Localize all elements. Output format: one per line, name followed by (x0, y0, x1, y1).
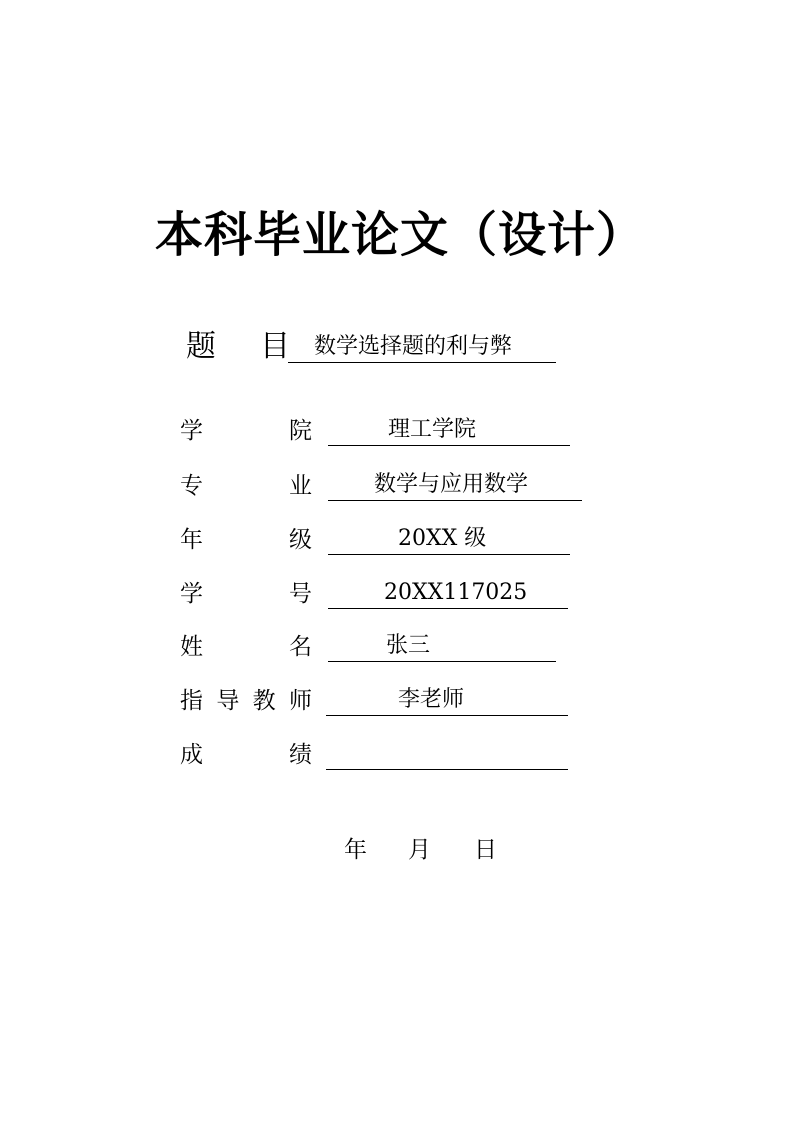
field-row-college (180, 414, 600, 448)
date-month: 月 (408, 837, 431, 863)
field-value-score (326, 738, 568, 770)
field-value-student-id: 20XX117025 (328, 577, 568, 609)
field-label-char: 绩 (289, 742, 312, 768)
field-label-char: 名 (289, 634, 312, 660)
field-value-advisor: 李老师 (326, 684, 568, 716)
field-label-char: 学 (180, 581, 203, 607)
field-label-char: 教 (252, 688, 276, 714)
field-row-student-id (180, 577, 600, 611)
field-row-major (180, 469, 600, 503)
topic-label-char: 目 (260, 329, 290, 364)
document-title: 本科毕业论文（设计） (154, 207, 645, 263)
field-label-char: 师 (288, 688, 312, 714)
field-label-char: 学 (180, 418, 203, 444)
field-label-char: 级 (289, 527, 312, 553)
field-label-major (180, 469, 312, 503)
date-day: 日 (474, 837, 497, 863)
field-label-char: 年 (180, 527, 203, 553)
field-label-char: 专 (180, 473, 203, 499)
field-row-score (180, 738, 600, 772)
field-label-char: 指 (180, 688, 203, 714)
field-label-char: 业 (289, 473, 312, 499)
field-value-grade: 20XX 级 (328, 523, 570, 555)
field-value-college: 理工学院 (328, 414, 570, 446)
field-label-college (180, 414, 312, 448)
field-label-score (180, 738, 312, 772)
topic-label-char: 题 (186, 329, 216, 364)
topic-row (186, 327, 586, 367)
field-label-char: 姓 (180, 634, 203, 660)
topic-value: 数学选择题的利与弊 (288, 331, 556, 363)
date-year: 年 (344, 837, 367, 863)
field-value-name: 张三 (328, 630, 556, 662)
field-label-char: 号 (289, 581, 312, 607)
field-label-name (180, 630, 312, 664)
field-label-student-id (180, 577, 312, 611)
date-row (344, 834, 504, 866)
field-label-advisor (180, 684, 312, 718)
topic-label (186, 327, 290, 367)
field-row-advisor (180, 684, 600, 718)
field-value-major: 数学与应用数学 (328, 469, 582, 501)
field-label-char: 院 (289, 418, 312, 444)
field-row-name (180, 630, 600, 664)
field-row-grade (180, 523, 600, 557)
field-label-char: 成 (180, 742, 203, 768)
field-label-grade (180, 523, 312, 557)
field-label-char: 导 (216, 688, 240, 714)
